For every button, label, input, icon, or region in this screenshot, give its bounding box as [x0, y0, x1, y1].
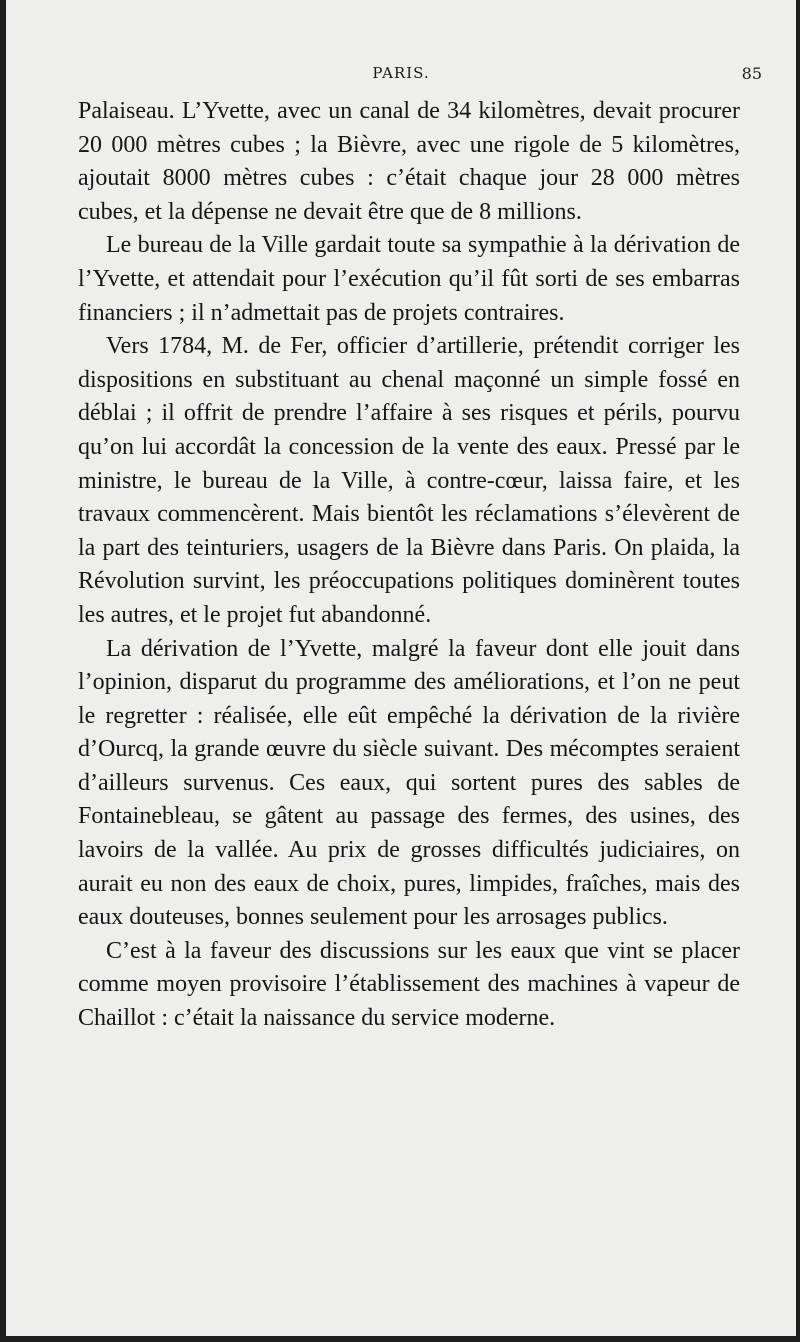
page-number: 85	[741, 64, 762, 83]
running-head: PARIS.	[372, 64, 430, 82]
paragraph-2: Le bureau de la Ville gardait toute sa sympathie à la dérivation de l’Yvette, et attendait pour l’exécution qu’il fût sorti de ses embarras financiers ; il n’admettait pas de projets contraires.	[78, 232, 740, 326]
body-text	[78, 95, 740, 1036]
page-header	[6, 60, 796, 90]
paragraph-5: C’est à la faveur des discussions sur les eaux que vint se placer comme moyen provisoire l’établissement des machines à vapeur de Chaillot : c’était la naissance du service moderne.	[78, 937, 740, 1032]
paragraph-1: Palaiseau. L’Yvette, avec un canal de 34 kilomètres, devait procurer 20 000 mètres cubes ; la Bièvre, avec une rigole de 5 kilomètres, ajoutait 8000 mètres cubes : c’était chaque jour 28 000 mètres cubes, et la dépense ne devait être que de 8 millions.	[78, 98, 740, 225]
paragraph-4: La dérivation de l’Yvette, malgré la faveur dont elle jouit dans l’opinion, disparut du programme des améliorations, et l’on ne peut le regretter : réalisée, elle eût empêché la dérivation de la rivière d’Ourcq, la grande œuvre du siècle suivant. Des mécomptes seraient d’ailleurs survenus. Ces eaux, qui sortent pures des sables de Fontainebleau, se gâtent au passage des fermes, des usines, des lavoirs de la vallée. Au prix de grosses difficultés judiciaires, on aurait eu non des eaux de choix, pures, limpides, fraîches, mais des eaux douteuses, bonnes seulement pour les arrosages publics.	[78, 635, 740, 931]
book-page	[6, 0, 796, 1336]
paragraph-3: Vers 1784, M. de Fer, officier d’artillerie, prétendit corriger les dispositions en substituant au chenal maçonné un simple fossé en déblai ; il offrit de prendre l’affaire à ses risques et périls, pourvu qu’on lui accordât la concession de la vente des eaux. Pressé par le ministre, le bureau de la Ville, à contre-cœur, laissa faire, et les travaux commencèrent. Mais bientôt les réclamations s’élevèrent de la part des teinturiers, usagers de la Bièvre dans Paris. On plaida, la Révolution survint, les préoccupations politiques dominèrent toutes les autres, et le projet fut abandonné.	[78, 333, 740, 628]
